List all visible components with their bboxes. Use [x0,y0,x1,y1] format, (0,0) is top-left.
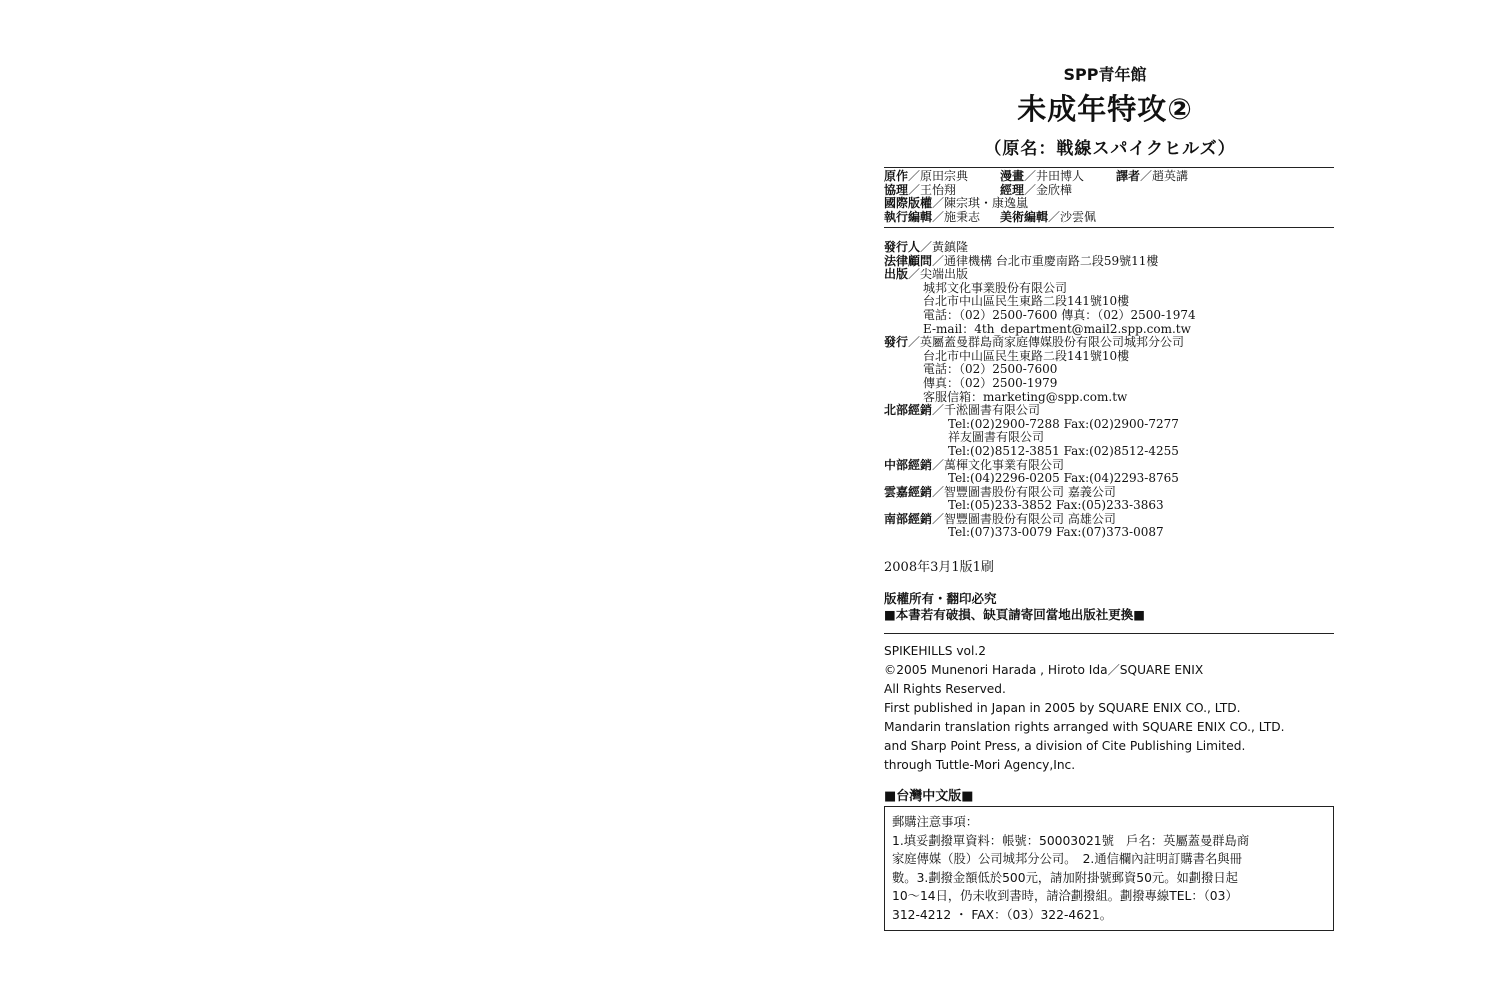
credit-row [884,170,1336,184]
english-line: through Tuttle-Mori Agency,Inc. [884,758,1076,773]
credit-label: 國際版權 [884,196,933,210]
mail-order-notice [884,806,1334,931]
credit-value: ／王怡翔 [908,182,957,197]
issuer-label: 發行人 [884,240,921,254]
notice-line: 郵購注意事項： [892,815,979,830]
credit-value: ／趙英講 [1140,169,1189,183]
divider [884,633,1334,634]
book-title: 未成年特攻② [1017,92,1193,126]
yunjia-label: 雲嘉經銷 [884,484,933,499]
notice-line: 312-4212 ・ FAX：（03）322-4621。 [892,907,1112,922]
dist-line: 電話：（02）2500-7600 [923,362,1058,377]
credit-value: ／陳宗琪・康逸嵐 [932,196,1029,210]
credit-label: 原作 [884,169,909,183]
press-line: 台北市中山區民生東路二段141號10樓 [923,294,1130,309]
rights-block [884,591,1336,623]
dist-line: 客服信箱：marketing@spp.com.tw [923,389,1128,404]
south-value: ／智豐圖書股份有限公司 高雄公司 [932,511,1116,526]
taiwan-edition-label: ■台灣中文版■ [884,789,974,805]
credit-value: ／井田博人 [1024,169,1085,183]
english-copyright [884,642,1336,775]
english-line: All Rights Reserved. [884,682,1006,697]
legal-value: ／通律機構 台北市重慶南路二段59號11樓 [932,253,1159,268]
issuer-value: ／黃鎮隆 [920,240,969,254]
north-line: Tel:(02)8512-3851 Fax:(02)8512-4255 [948,443,1179,458]
press-line: 城邦文化事業股份有限公司 [923,280,1068,295]
press-line: 電話：（02）2500-7600 傳真：（02）2500-1974 [923,307,1196,322]
north-line: 祥友圖書有限公司 [948,430,1045,445]
english-line: First published in Japan in 2005 by SQUARE ENIX CO., LTD. [884,701,1241,716]
rights-line: 版權所有・翻印必究 [884,591,997,607]
press-line: E-mail：4th_department@mail2.spp.com.tw [923,321,1191,336]
south-label: 南部經銷 [884,511,933,526]
series-name: SPP青年館 [1063,65,1147,84]
notice-line: 10～14日，仍未收到書時，請洽劃撥組。劃撥專線TEL：（03） [892,889,1238,904]
credit-value: ／沙雲佩 [1048,209,1097,224]
credit-label: 執行編輯 [884,209,933,224]
publisher-block [884,241,1336,540]
credit-value: ／金欣樺 [1024,182,1073,197]
notice-line: 家庭傳媒（股）公司城邦分公司。 2.通信欄內註明訂購書名與冊 [892,852,1242,867]
press-value: ／尖端出版 [908,267,969,282]
divider [884,167,1334,168]
yunjia-value: ／智豐圖書股份有限公司 嘉義公司 [932,484,1116,499]
original-title: （原名：戦線スパイクヒルズ） [984,139,1236,159]
yunjia-line: Tel:(05)233-3852 Fax:(05)233-3863 [948,498,1164,513]
north-line: Tel:(02)2900-7288 Fax:(02)2900-7277 [948,416,1179,431]
credit-row [884,197,1336,211]
credit-row [884,211,1336,225]
english-line: SPIKEHILLS vol.2 [884,644,987,659]
english-line: Mandarin translation rights arranged with SQUARE ENIX CO., LTD. [884,720,1285,735]
notice-line: 數。3.劃撥金額低於500元，請加附掛號郵資50元。如劃撥日起 [892,870,1238,885]
credit-label: 美術編輯 [1000,209,1049,224]
dist-line: 台北市中山區民生東路二段141號10樓 [923,348,1130,363]
dist-label: 發行 [884,335,909,350]
english-line: and Sharp Point Press, a division of Cite Publishing Limited. [884,739,1246,754]
central-label: 中部經銷 [884,457,933,472]
dist-value: ／英屬蓋曼群島商家庭傳媒股份有限公司城邦分公司 [908,335,1185,350]
credit-label: 協理 [884,182,909,197]
dist-line: 傳真：（02）2500-1979 [923,375,1058,390]
credit-label: 漫畫 [1000,169,1025,183]
north-label: 北部經銷 [884,403,933,418]
credit-label: 譯者 [1116,169,1141,183]
credit-value: ／原田宗典 [908,169,969,183]
english-line: ©2005 Munenori Harada , Hiroto Ida／SQUARE ENIX [884,663,1204,678]
rights-line: ■本書若有破損、缺頁請寄回當地出版社更換■ [884,607,1146,623]
press-label: 出版 [884,267,909,282]
credit-label: 經理 [1000,182,1025,197]
divider [884,227,1334,228]
south-line: Tel:(07)373-0079 Fax:(07)373-0087 [948,525,1164,540]
edition-info: 2008年3月1版1刷 [884,560,994,576]
credit-row [884,184,1336,198]
central-line: Tel:(04)2296-0205 Fax:(04)2293-8765 [948,471,1179,486]
notice-line: 1.填妥劃撥單資料：帳號：50003021號 戶名：英屬蓋曼群島商 [892,833,1250,848]
credits-block [884,170,1336,224]
credit-value: ／施秉志 [932,209,981,224]
colophon [884,62,1336,931]
central-value: ／萬楎文化事業有限公司 [932,457,1065,472]
legal-label: 法律顧問 [884,253,933,268]
north-value: ／千淞圖書有限公司 [932,403,1041,418]
